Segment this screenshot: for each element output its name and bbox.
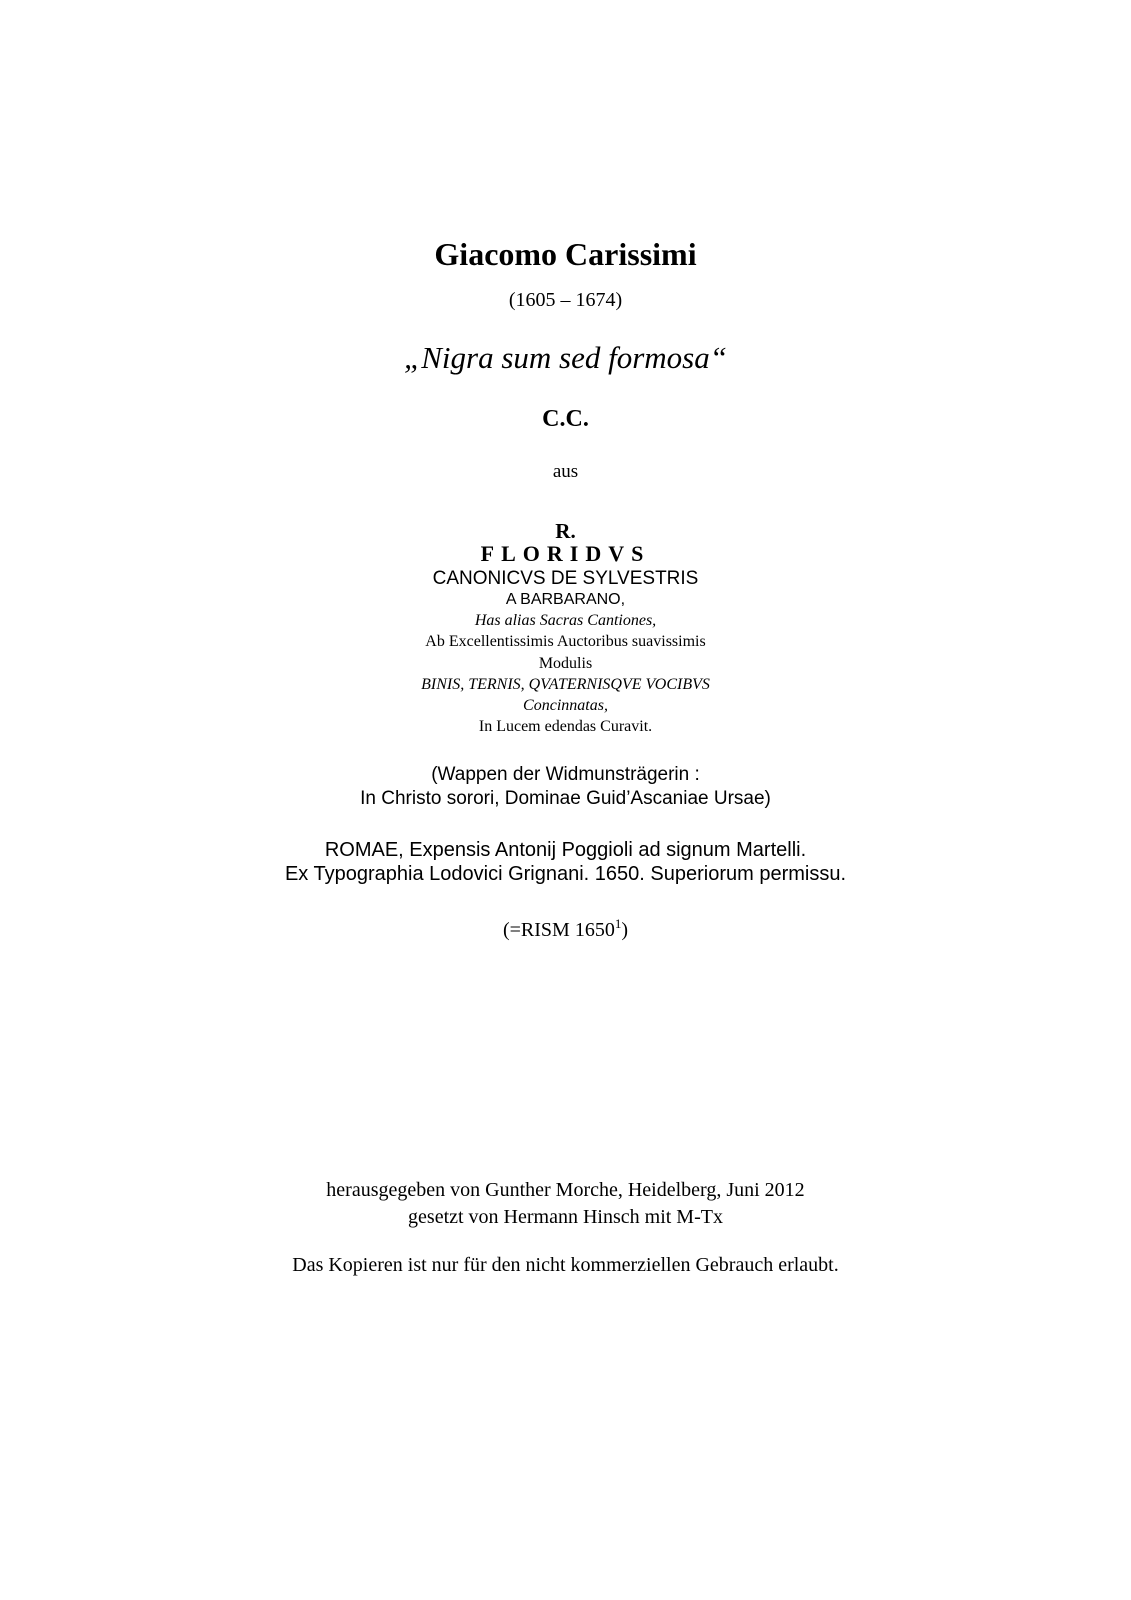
source-line-canonicus: CANONICVS DE SYLVESTRIS: [432, 568, 699, 589]
rism-superscript: 1: [614, 916, 622, 931]
source-line-binis: BINIS, TERNIS, QVATERNISQVE VOCIBVS: [421, 676, 710, 693]
source-line-ab: Ab Excellentissimis Auctoribus suavissimis: [425, 633, 706, 650]
source-line-has-alias: Has alias Sacras Cantiones,: [474, 612, 657, 629]
imprint-line-1: ROMAE, Expensis Antonij Poggioli ad signum Martelli.: [324, 839, 807, 861]
editor-credit: herausgegeben von Gunther Morche, Heidelberg, Juni 2012: [326, 1179, 805, 1201]
source-line-lucem: In Lucem edendas Curavit.: [478, 718, 653, 735]
rism-reference: [0, 916, 1131, 941]
source-line-floridus: FLORIDVS: [480, 541, 651, 566]
source-line-concinnatas: Concinnatas,: [523, 697, 608, 714]
source-line-barbarano: A BARBARANO,: [505, 591, 626, 608]
rism-prefix: (=RISM 1650: [502, 919, 615, 941]
source-line-modulis: Modulis: [538, 655, 593, 672]
imprint-line-2: Ex Typographia Lodovici Grignani. 1650. Superiorum permissu.: [284, 863, 847, 885]
source-line-r: R.: [555, 519, 576, 543]
setter-credit: gesetzt von Hermann Hinsch mit M-Tx: [408, 1206, 723, 1228]
wappen-line-2: In Christo sorori, Dominae Guid’Ascaniae Ursae): [360, 788, 771, 809]
copying-notice: Das Kopieren ist nur für den nicht kommerziellen Gebrauch erlaubt.: [292, 1254, 839, 1276]
voicing: C.C.: [542, 406, 589, 432]
composer-name: Giacomo Carissimi: [434, 236, 697, 272]
work-title: „Nigra sum sed formosa“: [404, 340, 727, 375]
rism-suffix: ): [621, 919, 629, 941]
wappen-line-1: (Wappen der Widmunsträgerin :: [431, 764, 700, 785]
composer-dates: (1605 – 1674): [508, 289, 623, 311]
from-label: aus: [552, 461, 579, 482]
